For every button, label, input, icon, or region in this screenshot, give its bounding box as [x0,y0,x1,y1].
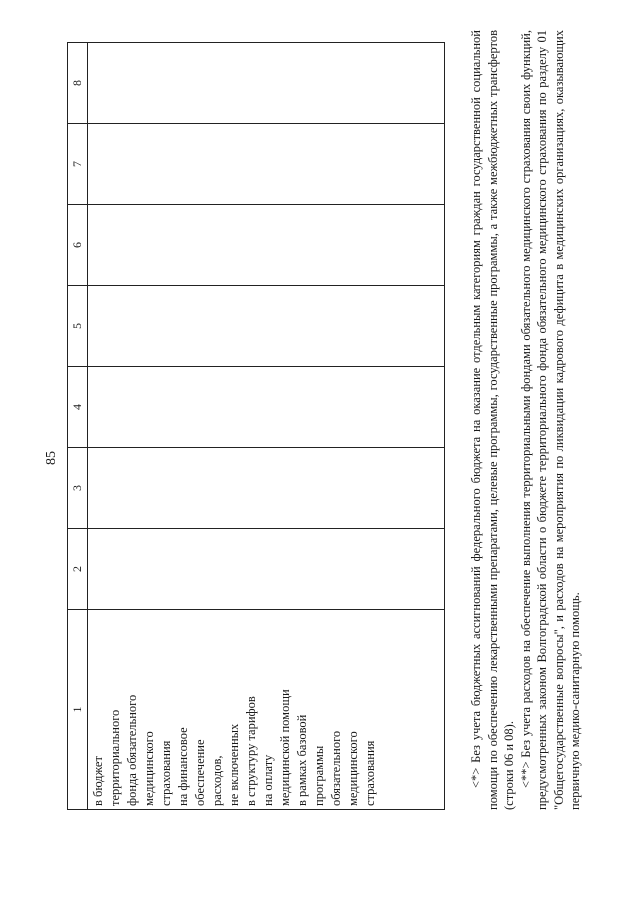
row-label-line: фонда обязательного [125,694,139,806]
footnote-2: <**> Без учета расходов на обеспечение выполнения территориальными фондами обязательного медицинского страхования своих функций, предусмотренных законом Волгоградской области о бюджете территориального фонда обязательного медицинского страхования по разделу 01 "Общегосударственные вопросы", и расходов на мероприятия по ликвидации кадрового дефицита в медицинских организациях, оказывающих первичную медико-санитарную помощь. [518,30,582,810]
table-cell [88,286,445,367]
row-label-line: на финансовое [176,727,190,806]
row-label-line: не включенных [227,723,241,806]
data-table [67,42,445,810]
row-label [90,613,379,806]
row-label-line: расходов, [210,755,224,806]
column-header-8: 8 [68,43,88,124]
column-header-5: 5 [68,286,88,367]
table-row [88,43,445,810]
table-cell [88,43,445,124]
table-container [67,45,445,810]
row-label-line: медицинского [346,731,360,806]
row-label-line: страхования [159,740,173,806]
table-cell [88,529,445,610]
row-label-line: обязательного [329,730,343,806]
table-cell [88,205,445,286]
row-label-line: в бюджет [91,756,105,806]
row-label-line: территориального [108,709,122,806]
row-label-line: на оплату [261,754,275,806]
table-cell [88,448,445,529]
row-label-cell [88,610,445,810]
page-number: 85 [44,451,59,465]
row-label-line: медицинского [142,731,156,806]
footnotes [468,30,584,810]
row-label-line: в структуру тарифов [244,696,258,806]
column-header-4: 4 [68,367,88,448]
table-cell [88,367,445,448]
column-header-6: 6 [68,205,88,286]
row-label-line: медицинской помощи [278,689,292,806]
column-header-1: 1 [68,610,88,810]
row-label-line: страхования [363,740,377,806]
table-header-row [68,43,88,810]
table-cell [88,124,445,205]
column-header-3: 3 [68,448,88,529]
footnote-1: <*> Без учета бюджетных ассигнований федерального бюджета на оказание отдельным категориям граждан государственной социальной помощи по обеспечению лекарственными препаратами, целевые программы, государственные программы, а также межбюджетных трансфертов (строки 06 и 08). [469,30,516,810]
row-label-line: программы [312,745,326,806]
column-header-2: 2 [68,529,88,610]
column-header-7: 7 [68,124,88,205]
row-label-line: обеспечение [193,739,207,806]
row-label-line: в рамках базовой [295,714,309,806]
